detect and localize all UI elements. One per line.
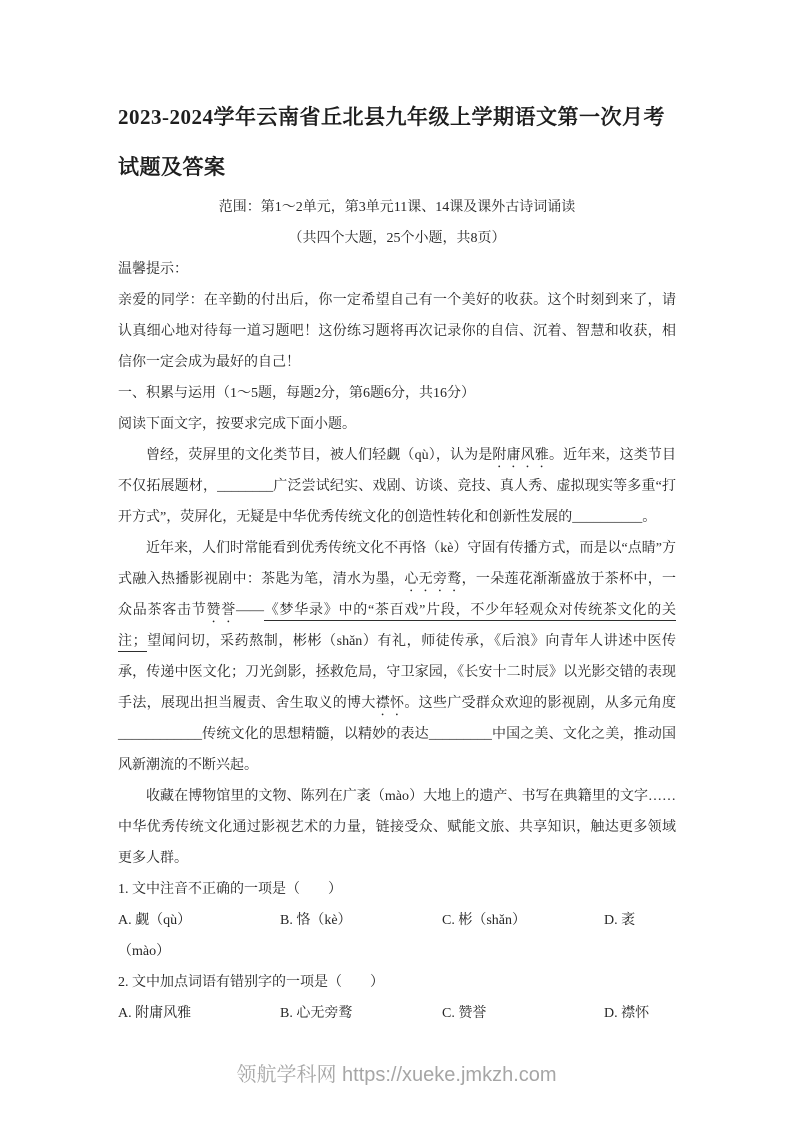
question-2-option-d: D. 襟怀 (604, 1006, 650, 1021)
document-title (118, 92, 676, 192)
watermark-text: 领航学科网 https://xueke.jmkzh.com (236, 1064, 557, 1086)
notice-label: 温馨提示： (118, 262, 188, 277)
text-segment: 收藏在博物馆里的文物、陈列在广袤（mào）大地上的遗产、书写在典籍里的文字……中华优秀传统文化通过影视艺术的力量，链接受众、赋能文旅、共享知识，触达更多领域更多人群。 (118, 789, 676, 866)
fill-in-blank: ________ (217, 479, 274, 494)
question-2-option-b: B. 心无旁鹜 (280, 1006, 353, 1021)
text-segment: 。近年来，这类节目不仅拓展题材， (118, 448, 677, 494)
text-segment: 传统文化的思想精髓，以精妙的表达 (202, 727, 429, 742)
passage-paragraph-1 (118, 440, 676, 533)
question-1-options (118, 905, 676, 967)
underlined-clause: 《梦华录》中的“茶百戏”片段，不少年轻观众对传统茶文化的关注； (118, 603, 676, 652)
question-2-option-c: C. 赞誉 (442, 1006, 487, 1021)
question-1-option-c: C. 彬（shǎn） (442, 913, 526, 928)
question-2-option-a: A. 附庸风雅 (118, 1006, 192, 1021)
question-1-option-d: D. 袤（mào） (118, 913, 636, 959)
text-segment: 中国之美、文化之美，推动国风新潮流的不断兴起。 (118, 727, 677, 773)
title-line-2: 试题及答案 (118, 155, 226, 179)
title-line-1: 2023-2024学年云南省丘北县九年级上学期语文第一次月考 (118, 105, 665, 129)
fill-in-blank: _________ (428, 727, 492, 742)
question-2-stem: 2. 文中加点词语有错别字的一项是（ ） (118, 975, 384, 990)
question-1-option-b: B. 恪（kè） (280, 913, 352, 928)
text-segment: —— (235, 603, 264, 618)
exam-structure-line: （共四个大题，25个小题，共8页） (288, 231, 506, 246)
text-segment: 近年来，人们时常能看到优秀传统文化不再恪（kè）守固有传播方式，而是以“点睛”方式融入热播影视剧中：茶匙为笔，清水为墨， (118, 541, 676, 587)
text-segment: 广泛尝试纪实、戏剧、访谈、竞技、真人秀、虚拟现实等多重“打开方式”，荧屏化，无疑是中华优秀传统文化的创造性转化和创新性发展的 (118, 479, 676, 525)
text-segment: 。 (642, 510, 657, 525)
fill-in-blank: __________ (572, 510, 643, 525)
fill-in-blank: ____________ (118, 727, 202, 742)
question-1-option-a: A. 觑（qù） (118, 913, 192, 928)
text-segment: 望闻问切，采药熬制，彬彬（shǎn）有礼，师徒传承，《后浪》向青年人讲述中医传承，传递中医文化；刀光剑影，拯救危局，守卫家园，《长安十二时辰》以光影交错的表现手法，展现出担当履责、舍生取义的博大 (118, 634, 676, 711)
notice-text: 亲爱的同学：在辛勤的付出后，你一定希望自己有一个美好的收获。这个时刻到来了，请认真细心地对待每一道习题吧！这份练习题将再次记录你的自信、沉着、智慧和收获，相信你一定会成为最好的自己！ (118, 293, 676, 370)
text-segment: 。这些广受群众欢迎的影视剧，从多元角度 (404, 696, 677, 711)
text-segment: 曾经，荧屏里的文化类节目，被人们轻觑（qù），认为是 (146, 448, 493, 463)
reading-instruction: 阅读下面文字，按要求完成下面小题。 (118, 417, 356, 432)
emphasized-term: 赞誉 (206, 603, 236, 618)
passage-paragraph-3 (118, 781, 676, 874)
emphasized-term: 附庸风雅 (492, 448, 549, 463)
question-2-options (118, 998, 676, 1029)
section-heading: 一、积累与运用（1～5题，每题2分，第6题6分，共16分） (118, 386, 475, 401)
question-1-stem: 1. 文中注音不正确的一项是（ ） (118, 882, 342, 897)
passage-paragraph-2 (118, 533, 676, 781)
text-segment: ，一朵莲花渐渐盛放于茶杯中，一众品茶客击节 (118, 572, 677, 618)
emphasized-term: 心无旁鹜 (404, 572, 462, 587)
site-watermark (0, 1062, 793, 1088)
exam-scope-line: 范围：第1～2单元，第3单元11课、14课及课外古诗词诵读 (218, 200, 576, 215)
emphasized-term: 襟怀 (375, 696, 405, 711)
